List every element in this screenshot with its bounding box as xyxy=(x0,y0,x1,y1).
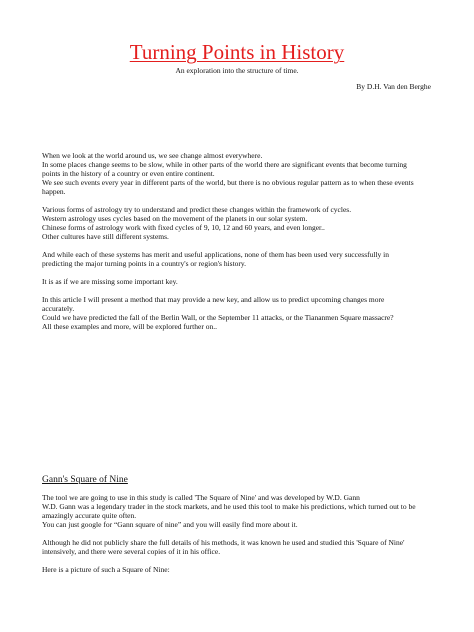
text-line: happen. xyxy=(42,187,66,196)
text-line: And while each of these systems has merit and useful applications, none of them has been used very successfully in xyxy=(42,250,389,259)
text-line: Various forms of astrology try to understand and predict these changes within the framework of cycles. xyxy=(42,205,352,214)
text-line: W.D. Gann was a legendary trader in the stock markets, and he used this tool to make his predictions, which turned out to be xyxy=(42,502,416,511)
document-subtitle: An exploration into the structure of time. xyxy=(175,66,299,75)
text-line: It is as if we are missing some important key. xyxy=(42,277,178,286)
intro-section xyxy=(42,151,442,340)
author-line: By D.H. Van den Berghe xyxy=(356,82,431,91)
text-line: Western astrology uses cycles based on the movement of the planets in our solar system. xyxy=(42,214,308,223)
text-line: points in the history of a country or even entire continent. xyxy=(42,169,215,178)
text-line: We see such events every year in different parts of the world, but there is no obvious regular pattern as to when these events xyxy=(42,178,414,187)
text-line: Could we have predicted the fall of the Berlin Wall, or the September 11 attacks, or the Tiananmen Square massacre? xyxy=(42,313,394,322)
text-line: When we look at the world around us, we see change almost everywhere. xyxy=(42,151,263,160)
text-line: Chinese forms of astrology work with fixed cycles of 9, 10, 12 and 60 years, and even longer.. xyxy=(42,223,325,232)
paragraph xyxy=(42,277,442,286)
paragraph xyxy=(42,538,442,556)
section-heading: Gann's Square of Nine xyxy=(42,475,128,485)
document-title: Turning Points in History xyxy=(129,40,345,64)
text-line: In this article I will present a method that may provide a new key, and allow us to predict upcoming changes more xyxy=(42,295,385,304)
text-line: intensively, and there were several copies of it in his office. xyxy=(42,547,221,556)
text-line: The tool we are going to use in this study is called 'The Square of Nine' and was developed by W.D. Gann xyxy=(42,493,360,502)
text-line: Other cultures have still different systems. xyxy=(42,232,169,241)
gann-section xyxy=(42,493,442,583)
text-line: Here is a picture of such a Square of Nine: xyxy=(42,565,170,574)
text-line: You can just google for “Gann square of nine” and you will easily find more about it. xyxy=(42,520,298,529)
paragraph xyxy=(42,493,442,529)
text-line: accurately. xyxy=(42,304,75,313)
paragraph xyxy=(42,565,442,574)
text-line: amazingly accurate quite often. xyxy=(42,511,137,520)
text-line: All these examples and more, will be explored further on.. xyxy=(42,322,217,331)
paragraph xyxy=(42,295,442,331)
paragraph xyxy=(42,205,442,241)
paragraph xyxy=(42,250,442,268)
text-line: In some places change seems to be slow, while in other parts of the world there are significant events that become turning xyxy=(42,160,407,169)
text-line: predicting the major turning points in a country's or region's history. xyxy=(42,259,247,268)
text-line: Although he did not publicly share the full details of his methods, it was known he used and studied this 'Square of Nine' xyxy=(42,538,405,547)
paragraph xyxy=(42,151,442,196)
